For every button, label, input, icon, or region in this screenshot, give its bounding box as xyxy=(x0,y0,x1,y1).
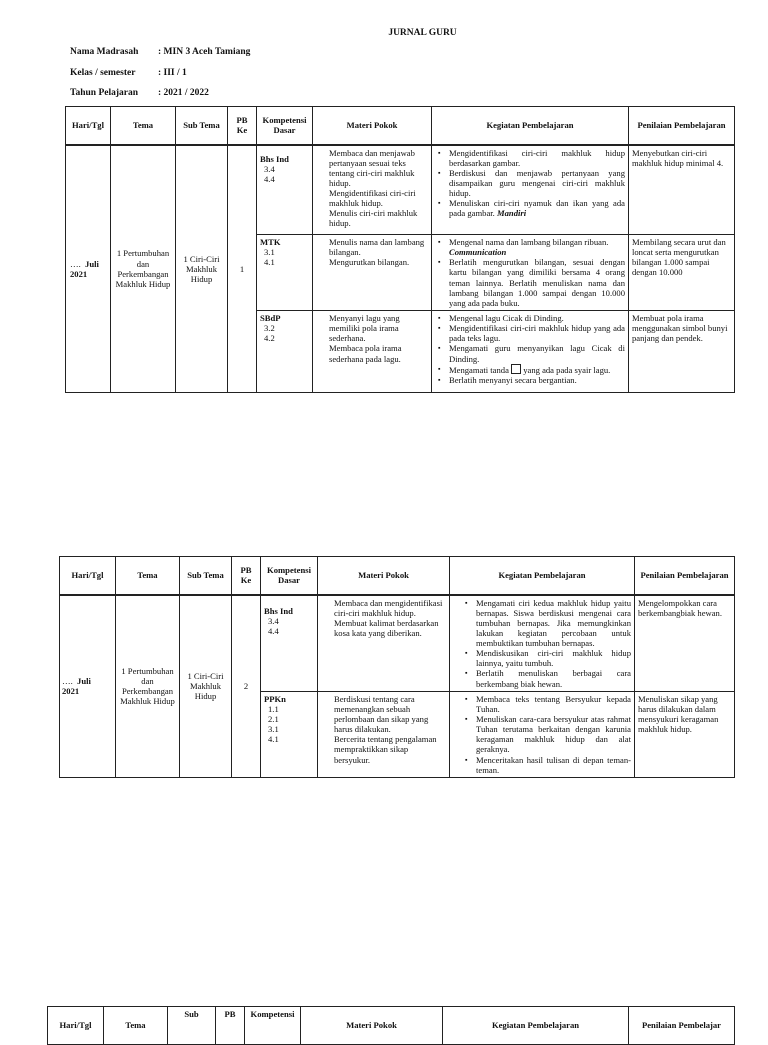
header-subtema: Sub Tema xyxy=(180,557,232,595)
journal-table-1 xyxy=(65,106,735,393)
kd-cell: Bhs Ind 3.4 4.4 xyxy=(261,595,318,692)
kd-cell: MTK 3.1 4.1 xyxy=(257,235,313,311)
kegiatan-cell xyxy=(450,595,635,692)
journal-table-2 xyxy=(59,556,735,778)
list-item: ▪ Mengenal lagu Cicak di Dinding. xyxy=(449,313,625,323)
subtema-cell: 1 Ciri-Ciri Makhluk Hidup xyxy=(180,595,232,778)
list-item: ▪ Berlatih mengurutkan bilangan, sesuai dengan kartu bilangan yang dimiliki bersama 4 orang teman lainnya. Berlatih menuliskan nama dan lambang bilangan 1.000 sampai dengan 10.000 yang ada pada buku. xyxy=(449,257,625,308)
penilaian-cell: Mengelompokkan cara berkembangbiak hewan. xyxy=(635,595,735,692)
header-kegiatan: Kegiatan Pembelajaran xyxy=(450,557,635,595)
header-hari: Hari/Tgl xyxy=(66,107,111,145)
document-title: JURNAL GURU xyxy=(388,28,457,38)
list-item: ▪ Menuliskan ciri-ciri nyamuk dan ikan yang ada pada gambar. Mandiri xyxy=(449,198,625,218)
tema-cell: 1 Pertumbuhan dan Perkembangan Makhluk Hidup xyxy=(111,145,176,393)
header-penilaian: Penilaian Pembelajaran xyxy=(635,557,735,595)
materi-cell: Berdiskusi tentang cara memenangkan sebuah perlombaan dan sikap yang harus dilakukan. Bercerita tentang pengalaman mempraktikkan sikap bersyukur. xyxy=(318,691,450,777)
subtema-cell: 1 Ciri-Ciri Makhluk Hidup xyxy=(176,145,228,393)
kd-cell: SBdP 3.2 4.2 xyxy=(257,310,313,392)
tema-cell: 1 Pertumbuhan dan Perkembangan Makhluk Hidup xyxy=(116,595,180,778)
list-item: ▪ Berlatih menuliskan berbagai cara berkembang biak hewan. xyxy=(476,668,631,688)
header-pb: PB Ke xyxy=(232,557,261,595)
list-item: ▪ Mengidentifikasi ciri-ciri makhluk hidup yang ada pada teks lagu. xyxy=(449,323,625,343)
header-penilaian: Penilaian Pembelajaran xyxy=(629,107,735,145)
penilaian-cell: Menuliskan sikap yang harus dilakukan dalam mensyukuri keragaman makhluk hidup. xyxy=(635,691,735,777)
list-item: ▪ Menceritakan hasil tulisan di depan teman-teman. xyxy=(476,755,631,775)
kd-cell: Bhs Ind 3.4 4.4 xyxy=(257,145,313,235)
meta-tahun: Tahun Pelajaran : 2021 / 2022 xyxy=(70,88,209,98)
list-item: ▪ Berdiskusi dan menjawab pertanyaan yang disampaikan guru mengenai ciri-ciri makhluk hidup. xyxy=(449,168,625,198)
date-cell: …. Juli 2021 xyxy=(60,595,116,778)
header-tema: Tema xyxy=(116,557,180,595)
meta-madrasah: Nama Madrasah : MIN 3 Aceh Tamiang xyxy=(70,47,251,57)
kegiatan-cell xyxy=(432,235,629,311)
materi-cell: Membaca dan menjawab pertanyaan sesuai teks tentang ciri-ciri makhluk hidup. Mengidentifikasi ciri-ciri makhluk hidup. Menulis ciri-ciri makhluk hidup. xyxy=(313,145,432,235)
header-tema: Tema xyxy=(111,107,176,145)
header-materi: Materi Pokok xyxy=(313,107,432,145)
header-pb: PB Ke xyxy=(228,107,257,145)
date-cell: …. Juli 2021 xyxy=(66,145,111,393)
square-symbol-icon xyxy=(511,364,521,374)
header-tema: Tema xyxy=(104,1007,168,1045)
materi-cell: Menulis nama dan lambang bilangan. Mengurutkan bilangan. xyxy=(313,235,432,311)
list-item: ▪ Berlatih menyanyi secara bergantian. xyxy=(449,375,625,385)
list-item: ▪ Membaca teks tentang Bersyukur kepada Tuhan. xyxy=(476,694,631,714)
list-item: ▪ Mengenal nama dan lambang bilangan ribuan. Communication xyxy=(449,237,625,257)
header-hari: Hari/Tgl xyxy=(48,1007,104,1045)
header-materi: Materi Pokok xyxy=(318,557,450,595)
header-pb: PB xyxy=(216,1007,245,1045)
header-kegiatan: Kegiatan Pembelajaran xyxy=(443,1007,629,1045)
list-item: ▪ Mendiskusikan ciri-ciri makhluk hidup lainnya, yaitu tumbuh. xyxy=(476,648,631,668)
list-item: ▪ Mengamati guru menyanyikan lagu Cicak di Dinding. xyxy=(449,343,625,363)
kegiatan-cell xyxy=(432,145,629,235)
header-kd: Kompetensi Dasar xyxy=(257,107,313,145)
penilaian-cell: Membuat pola irama menggunakan simbol bunyi panjang dan pendek. xyxy=(629,310,735,392)
header-subtema: Sub xyxy=(168,1007,216,1045)
kegiatan-cell xyxy=(450,691,635,777)
list-item: ▪ Menuliskan cara-cara bersyukur atas rahmat Tuhan terutama berkaitan dengan karunia keragaman makhluk hidup dan alat geraknya. xyxy=(476,714,631,755)
header-penilaian: Penilaian Pembelajar xyxy=(629,1007,735,1045)
pb-cell: 2 xyxy=(232,595,261,778)
materi-cell: Membaca dan mengidentifikasi ciri-ciri makhluk hidup. Membuat kalimat berdasarkan kosa kata yang diberikan. xyxy=(318,595,450,692)
penilaian-cell: Membilang secara urut dan loncat serta mengurutkan bilangan 1.000 sampai dengan 10.000 xyxy=(629,235,735,311)
header-subtema: Sub Tema xyxy=(176,107,228,145)
kegiatan-cell xyxy=(432,310,629,392)
list-item: ▪ Mengamati ciri kedua makhluk hidup yaitu bernapas. Siswa berdiskusi mengenai cara tumbuhan bernapas. Jika memungkinkan lakukan kegiatan percobaan untuk membuktikan tumbuhan bernapas. xyxy=(476,598,631,649)
kd-cell: PPKn 1.1 2.1 3.1 4.1 xyxy=(261,691,318,777)
header-materi: Materi Pokok xyxy=(301,1007,443,1045)
materi-cell: Menyanyi lagu yang memiliki pola irama sederhana. Membaca pola irama sederhana pada lagu. xyxy=(313,310,432,392)
header-hari: Hari/Tgl xyxy=(60,557,116,595)
header-kd: Kompetensi Dasar xyxy=(261,557,318,595)
journal-table-3 xyxy=(47,1006,735,1045)
meta-kelas: Kelas / semester : III / 1 xyxy=(70,68,187,78)
list-item: ▪ Mengidentifikasi ciri-ciri makhluk hidup berdasarkan gambar. xyxy=(449,148,625,168)
penilaian-cell: Menyebutkan ciri-ciri makhluk hidup minimal 4. xyxy=(629,145,735,235)
header-kd: Kompetensi xyxy=(245,1007,301,1045)
header-kegiatan: Kegiatan Pembelajaran xyxy=(432,107,629,145)
list-item: ▪ Mengamati tanda yang ada pada syair lagu. xyxy=(449,364,625,375)
pb-cell: 1 xyxy=(228,145,257,393)
